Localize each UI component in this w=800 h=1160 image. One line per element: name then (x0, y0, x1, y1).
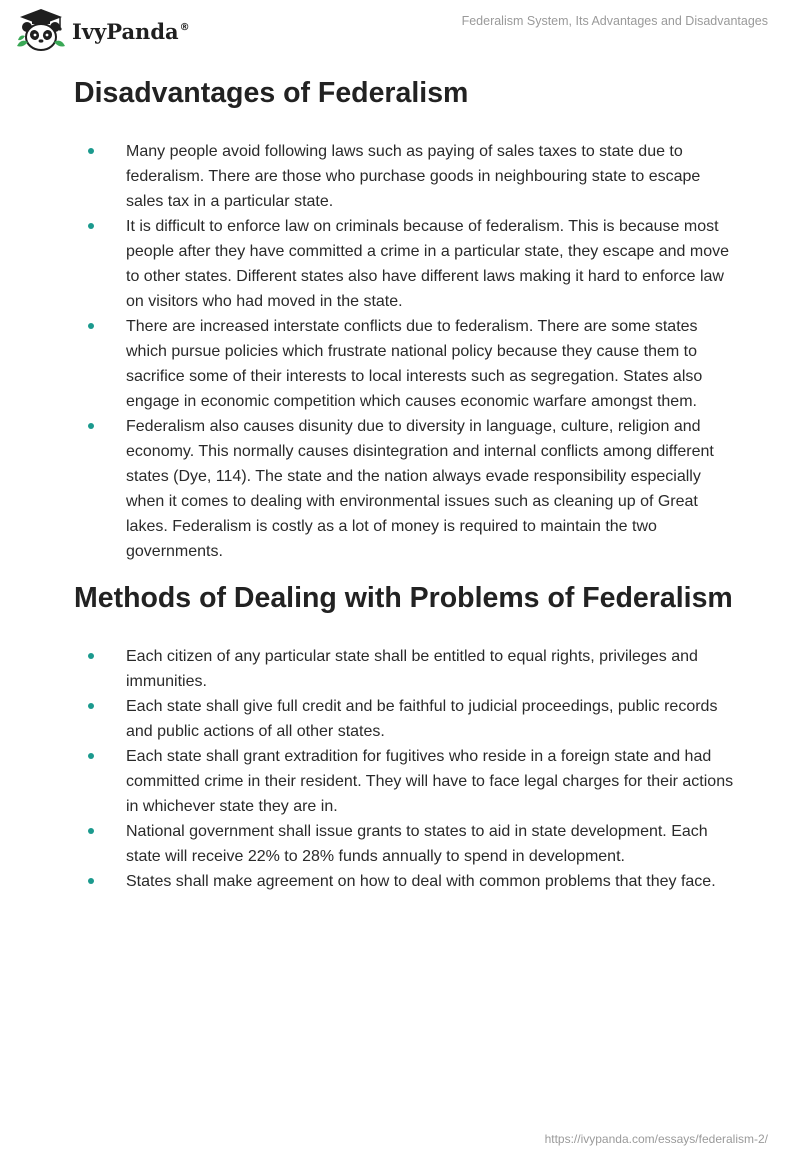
list-item-text: Each state shall give full credit and be faithful to judicial proceedings, public records and public actions of all other states. (126, 698, 718, 740)
list-item (74, 139, 734, 214)
methods-list (74, 644, 734, 894)
list-item-text: National government shall issue grants to states to aid in state development. Each state will receive 22% to 28% funds annually to spend in development. (126, 823, 708, 865)
bullet-icon (88, 828, 94, 834)
registered-mark: ® (179, 21, 190, 33)
list-item-text: Federalism also causes disunity due to diversity in language, culture, religion and economy. This normally causes disintegration and internal conflicts among different states (Dye, 114). The state and the nation always evade responsibility especially when it comes to dealing with environmental issues such as cleaning up of Great lakes. Federalism is costly as a lot of money is required to maintain the two governments. (126, 418, 714, 560)
bullet-icon (88, 703, 94, 709)
bullet-icon (88, 753, 94, 759)
list-item-text: It is difficult to enforce law on criminals because of federalism. This is because most people after they have committed a crime in a particular state, they escape and move to other states. Different states also have different laws making it hard to enforce law on visitors who had moved in the state. (126, 218, 729, 310)
bullet-icon (88, 878, 94, 884)
panda-logo-icon (14, 8, 68, 52)
list-item (74, 644, 734, 694)
bullet-icon (88, 653, 94, 659)
list-item (74, 314, 734, 414)
list-item (74, 869, 734, 894)
list-item-text: Each state shall grant extradition for fugitives who reside in a foreign state and had committed crime in their resident. They will have to face legal charges for their actions in whichever state they are in. (126, 748, 734, 815)
list-item (74, 744, 734, 819)
section-heading-methods: Methods of Dealing with Problems of Federalism (74, 582, 733, 614)
bullet-icon (88, 323, 94, 329)
logo-text: IvyPanda® (72, 18, 190, 44)
article-body (74, 70, 734, 894)
list-item-text: There are increased interstate conflicts due to federalism. There are some states which pursue policies which frustrate national policy because they cause them to sacrifice some of their interests to local interests such as segregation. States also engage in economic competition which causes economic warfare amongst them. (126, 318, 703, 410)
bullet-icon (88, 423, 94, 429)
bullet-icon (88, 223, 94, 229)
document-title: Federalism System, Its Advantages and Disadvantages (461, 14, 768, 28)
list-item (74, 694, 734, 744)
logo[interactable] (14, 8, 190, 52)
list-item (74, 414, 734, 564)
bullet-icon (88, 148, 94, 154)
list-item-text: Each citizen of any particular state shall be entitled to equal rights, privileges and immunities. (126, 648, 698, 690)
list-item (74, 214, 734, 314)
disadvantages-list (74, 139, 734, 564)
page-header (0, 0, 800, 60)
section-heading-disadvantages: Disadvantages of Federalism (74, 77, 469, 109)
list-item-text: States shall make agreement on how to deal with common problems that they face. (126, 873, 716, 890)
list-item (74, 819, 734, 869)
source-url-link[interactable]: https://ivypanda.com/essays/federalism-2/ (544, 1132, 768, 1146)
list-item-text: Many people avoid following laws such as paying of sales taxes to state due to federalism. There are those who purchase goods in neighbouring state to escape sales tax in a particular state. (126, 143, 701, 210)
